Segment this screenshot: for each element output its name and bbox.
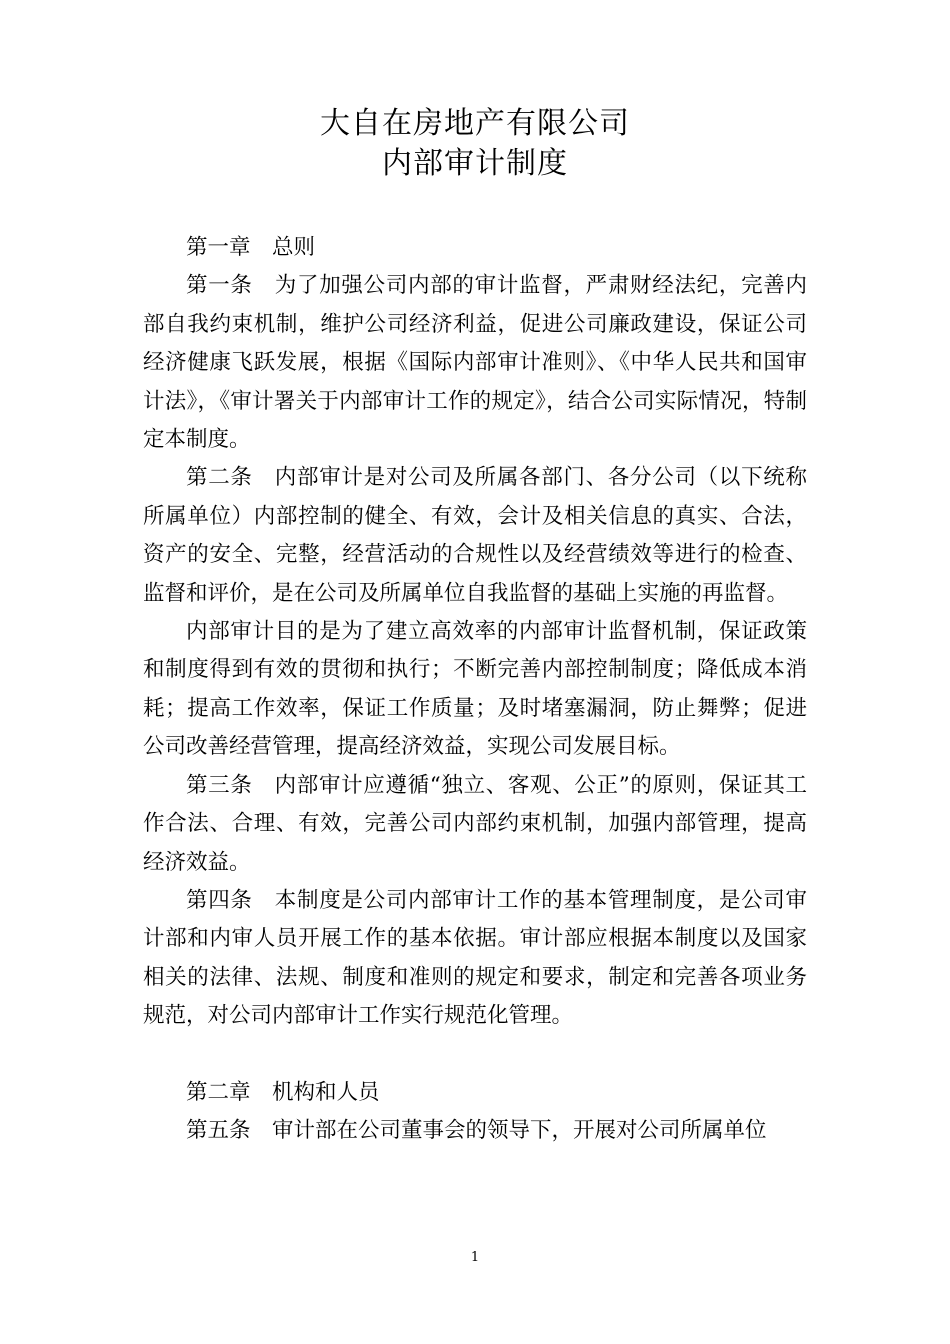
- article-5: [143, 1112, 807, 1150]
- article-text: 内部审计是对公司及所属各部门、各分公司（以下统称所属单位）内部控制的健全、有效，会计及相关信息的真实、合法，资产的安全、完整，经营活动的合规性以及经营绩效等进行的检查、监督和评价，是在公司及所属单位自我监督的基础上实施的再监督。: [143, 465, 807, 606]
- article-label: 第五条: [186, 1117, 251, 1143]
- article-text: 内部审计应遵循“独立、客观、公正”的原则，保证其工作合法、合理、有效，完善公司内部约束机制，加强内部管理，提高经济效益。: [143, 772, 807, 875]
- article-text: 为了加强公司内部的审计监督，严肃财经法纪，完善内部自我约束机制，维护公司经济利益，促进公司廉政建设，保证公司经济健康飞跃发展，根据《国际内部审计准则》、《中华人民共和国审计法》，《审计署关于内部审计工作的规定》，结合公司实际情况，特制定本制度。: [143, 273, 807, 453]
- article-label: 第三条: [186, 772, 253, 798]
- article-label: 第四条: [186, 887, 253, 913]
- article-3: [143, 767, 807, 882]
- chapter-heading-1: [143, 229, 807, 267]
- chapter-title: 总则: [272, 235, 316, 260]
- article-2: [143, 459, 807, 613]
- article-label: 第一条: [186, 273, 253, 299]
- document-title: 大自在房地产有限公司: [320, 106, 630, 141]
- article-1: [143, 267, 807, 459]
- chapter-title: 机构和人员: [272, 1079, 380, 1105]
- chapter-heading-2: [143, 1074, 807, 1112]
- paragraph-audit-purpose: 内部审计目的是为了建立高效率的内部审计监督机制，保证政策和制度得到有效的贯彻和执行；不断完善内部控制制度；降低成本消耗；提高工作效率，保证工作质量；及时堵塞漏洞，防止舞弊；促进公司改善经营管理，提高经济效益，实现公司发展目标。: [143, 619, 807, 760]
- chapter-label: 第二章: [186, 1079, 251, 1105]
- page-number: 1: [470, 1250, 480, 1265]
- article-text: 本制度是公司内部审计工作的基本管理制度，是公司审计部和内审人员开展工作的基本依据。审计部应根据本制度以及国家相关的法律、法规、制度和准则的规定和要求，制定和完善各项业务规范，对公司内部审计工作实行规范化管理。: [143, 887, 807, 1029]
- section-gap: [143, 1036, 807, 1074]
- chapter-label: 第一章: [186, 235, 251, 260]
- document-subtitle: 内部审计制度: [382, 146, 568, 181]
- article-text: 审计部在公司董事会的领导下，开展对公司所属单位: [272, 1117, 767, 1143]
- article-4: [143, 882, 807, 1036]
- article-label: 第二条: [186, 465, 253, 491]
- document-body: [143, 229, 807, 1150]
